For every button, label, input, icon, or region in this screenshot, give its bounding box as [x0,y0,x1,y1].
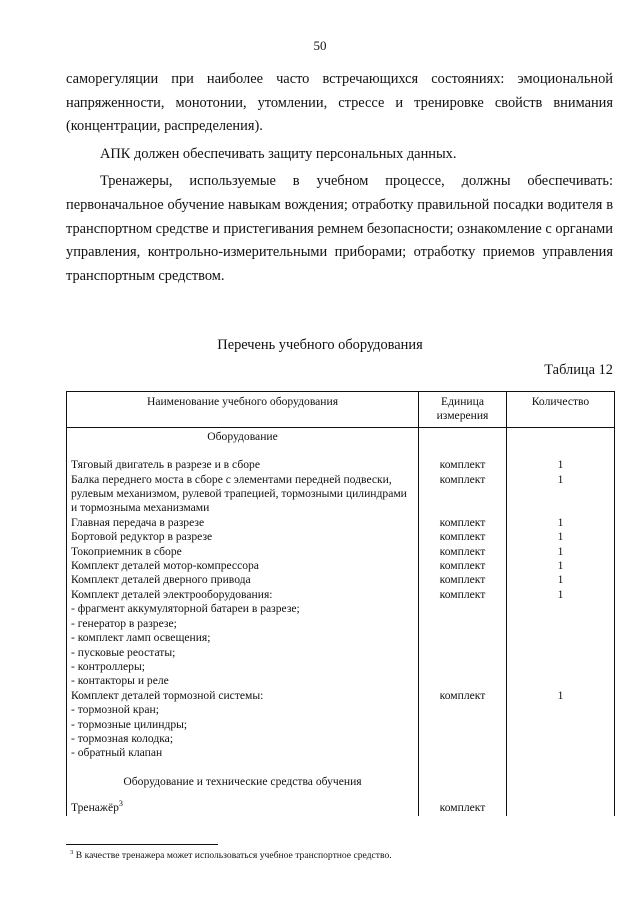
footnote-text: В качестве тренажера может использоваться учебное транспортное средство. [75,850,392,861]
table-row [67,530,615,544]
row-name [67,646,419,660]
table-row [67,746,615,760]
table-row [67,545,615,559]
table-heading: Перечень учебного оборудования [217,337,423,353]
row-qty [507,703,615,717]
table-row [67,674,615,688]
row-unit: комплект [419,559,507,573]
table-row [67,559,615,573]
row-unit: комплект [419,530,507,544]
row-qty: 1 [507,545,615,559]
table-row [67,473,615,516]
row-name-text: Токоприемник в сборе [71,544,182,558]
row-name-text: - обратный клапан [71,746,163,760]
equipment-table [66,391,615,816]
table-row [67,617,615,631]
row-unit [419,732,507,746]
row-qty [507,660,615,674]
row-name-text: - тормозная колодка; [71,731,174,745]
section-title: Оборудование и технические средства обучения [67,761,419,801]
row-name-text: - фрагмент аккумуляторной батареи в разрезе; [71,602,300,616]
paragraph: АПК должен обеспечивать защиту персональных данных. [100,145,457,162]
row-name [67,801,419,815]
table-row [67,516,615,530]
row-unit: комплект [419,458,507,472]
row-unit: комплект [419,545,507,559]
row-name-text: Комплект деталей мотор-компрессора [71,559,259,573]
row-name [67,458,419,472]
section-title: Оборудование [67,427,419,458]
row-qty [507,718,615,732]
row-unit [419,703,507,717]
row-qty: 1 [507,516,615,530]
row-name-text: Балка переднего моста в сборе с элементами передней подвески, рулевым механизмом, рулевой трапецией, тормозными цилиндрами и тормозныма механизмами [71,472,407,515]
table-number: Таблица 12 [544,362,613,378]
footnote [70,850,392,861]
row-qty: 1 [507,458,615,472]
footnote-ref: 3 [118,799,123,809]
table-row [67,718,615,732]
row-name-text: Комплект деталей дверного привода [71,573,251,587]
row-qty: 1 [507,530,615,544]
row-unit: комплект [419,473,507,516]
row-qty [507,801,615,815]
table-row [67,732,615,746]
row-unit [419,617,507,631]
table-row [67,602,615,616]
row-name-text: - комплект ламп освещения; [71,631,211,645]
row-unit: комплект [419,689,507,703]
table-row [67,646,615,660]
section-row [67,427,615,458]
row-name [67,602,419,616]
row-qty: 1 [507,588,615,602]
row-unit: комплект [419,801,507,815]
footnote-mark: 3 [70,848,74,856]
table-row [67,689,615,703]
row-name [67,746,419,760]
row-qty [507,646,615,660]
row-name [67,573,419,587]
header-name: Наименование учебного оборудования [67,392,419,428]
row-unit [419,660,507,674]
row-qty: 1 [507,689,615,703]
row-name [67,703,419,717]
row-qty: 1 [507,559,615,573]
row-name [67,732,419,746]
header-qty: Количество [507,392,615,428]
row-name [67,660,419,674]
row-name [67,530,419,544]
table-row [67,703,615,717]
row-name-text: - контроллеры; [71,659,145,673]
table-row [67,588,615,602]
row-name [67,588,419,602]
row-name-text: - тормозные цилиндры; [71,717,188,731]
row-unit [419,718,507,732]
row-name-text: - генератор в разрезе; [71,616,177,630]
section-row [67,761,615,801]
row-qty: 1 [507,573,615,587]
header-unit: Единица измерения [419,392,507,428]
table-row [67,573,615,587]
row-unit [419,646,507,660]
row-qty [507,746,615,760]
row-name-text: - пусковые реостаты; [71,645,176,659]
row-name-text: Бортовой редуктор в разрезе [71,530,213,544]
table-row [67,660,615,674]
table-row [67,458,615,472]
row-name [67,559,419,573]
footnote-rule [66,844,218,845]
row-name [67,718,419,732]
row-qty [507,732,615,746]
row-unit: комплект [419,573,507,587]
row-name [67,631,419,645]
row-name [67,617,419,631]
body-text [66,68,613,288]
row-name-text: Комплект деталей тормозной системы: [71,688,264,702]
row-qty [507,674,615,688]
row-unit: комплект [419,588,507,602]
row-name [67,689,419,703]
table-row [67,631,615,645]
page-number: 50 [313,38,327,53]
table-row [67,801,615,815]
row-qty [507,602,615,616]
row-name-text: Тренажёр [71,801,119,815]
row-qty [507,617,615,631]
row-name [67,674,419,688]
row-name [67,545,419,559]
row-name-text: Комплект деталей электрооборудования: [71,587,273,601]
row-unit [419,674,507,688]
row-name-text: - контакторы и реле [71,674,169,688]
row-name-text: Главная передача в разрезе [71,515,205,529]
row-unit [419,602,507,616]
table-header-row [67,392,615,428]
row-name [67,473,419,516]
row-unit [419,746,507,760]
row-qty: 1 [507,473,615,516]
paragraph: Тренажеры, используемые в учебном процессе, должны обеспечивать: первоначальное обучение навыкам вождения; отработку правильной посадки водителя в транспортном средстве и пристегивания ремнем безопасности; ознакомление с органами управления, контрольно-измерительными приборами; отработку приемов управления транспортным средством. [66,173,613,284]
row-name-text: Тяговый двигатель в разрезе и в сборе [71,458,260,472]
paragraph: саморегуляции при наиболее часто встречающихся состояниях: эмоциональной напряженности, монотонии, утомлении, стрессе и тренировке свойств внимания (концентрации, распределения). [66,71,613,135]
row-unit: комплект [419,516,507,530]
row-name-text: - тормозной кран; [71,703,159,717]
row-qty [507,631,615,645]
row-name [67,516,419,530]
row-unit [419,631,507,645]
